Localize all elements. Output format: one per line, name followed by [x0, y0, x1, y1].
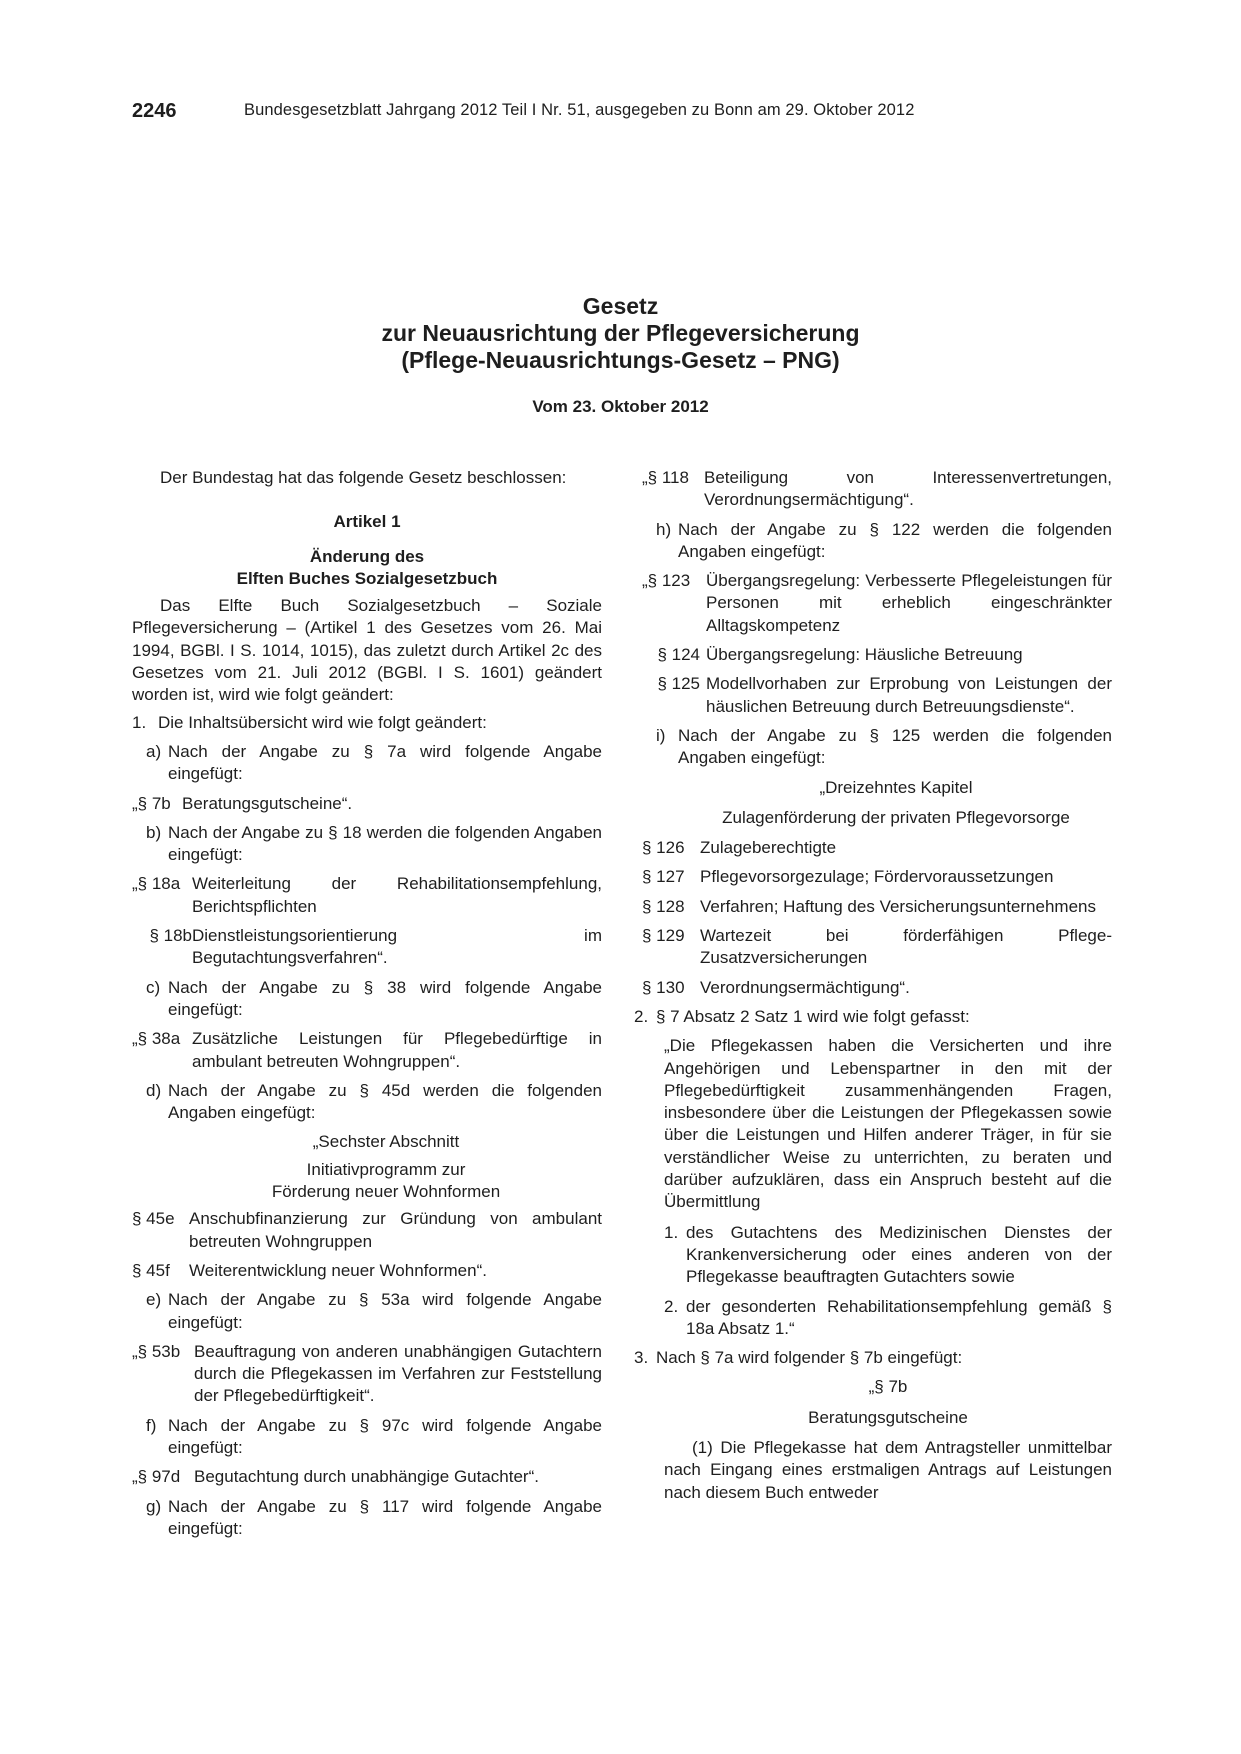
section-text: Verordnungsermächtigung“. — [700, 977, 910, 997]
publication-line: Bundesgesetzblatt Jahrgang 2012 Teil I Nr. 51, ausgegeben zu Bonn am 29. Oktober 2012 — [244, 101, 915, 119]
section-title: Beratungsgutscheine — [808, 1407, 968, 1427]
enactment-clause: Der Bundestag hat das folgende Gesetz beschlossen: — [160, 468, 567, 487]
sub-item-c — [146, 977, 602, 1022]
section-text: Verfahren; Haftung des Versicherungsunternehmens — [700, 896, 1096, 916]
list-text: des Gutachtens des Medizinischen Dienstes der Krankenversicherung oder eines anderen von der Pflegekasse beauftragten Gutachters sowie — [686, 1222, 1112, 1287]
sub-item-a — [146, 741, 602, 786]
article-intro-paragraph: Das Elfte Buch Sozialgesetzbuch – Soziale Pflegeversicherung – (Artikel 1 des Gesetzes vom 26. Mai 1994, BGBl. I S. 1014, 1015), das zuletzt durch Artikel 2c des Gesetzes vom 21. Juli 2012 (BGBl. I S. 1601) geändert worden ist, wird wie folgt geändert: — [132, 596, 602, 705]
list-label: 2. — [664, 1296, 679, 1316]
list-text: Nach § 7a wird folgender § 7b eingefügt: — [656, 1348, 963, 1368]
section-text: Zusätzliche Leistungen für Pflegebedürftige in ambulant betreuten Wohngruppen“. — [192, 1029, 602, 1071]
article-heading: Artikel 1 — [333, 512, 401, 532]
article-title-2: Elften Buches Sozialgesetzbuch — [236, 568, 498, 588]
list-item-3 — [634, 1347, 1112, 1369]
sub-item-b — [146, 822, 602, 867]
sub-item-i — [656, 725, 1112, 770]
sub-text: Nach der Angabe zu § 53a wird folgende Angabe eingefügt: — [168, 1290, 602, 1332]
chapter-subheading: Zulagenförderung der privaten Pflegevorsorge — [722, 807, 1070, 827]
section-number: § 45f — [132, 1260, 170, 1280]
section-number: § 124 — [657, 645, 700, 665]
section-number: „§ 38a — [132, 1029, 181, 1049]
sub-item-e — [146, 1289, 602, 1334]
title-line-3: (Pflege-Neuausrichtungs-Gesetz – PNG) — [401, 347, 840, 373]
quoted-list-item — [664, 1222, 1112, 1289]
section-number: „§ 118 — [642, 468, 689, 487]
section-number: „§ 53b — [132, 1341, 181, 1361]
sub-text: Nach der Angabe zu § 7a wird folgende Angabe eingefügt: — [168, 741, 602, 784]
sub-item-f — [146, 1415, 602, 1460]
section-text: Wartezeit bei förderfähigen Pflege-Zusatzversicherungen — [700, 926, 1112, 968]
section-number: § 128 — [642, 896, 685, 916]
sub-label: d) — [146, 1080, 162, 1100]
title-line-2: zur Neuausrichtung der Pflegeversicherung — [381, 320, 860, 346]
section-text: Weiterentwicklung neuer Wohnformen“. — [189, 1260, 487, 1280]
section-number: § 45e — [132, 1209, 175, 1229]
section-text: Weiterleitung der Rehabilitationsempfehlung, Berichtspflichten — [192, 874, 602, 916]
section-entry — [642, 673, 1112, 718]
law-title — [0, 293, 1241, 374]
page-number: 2246 — [132, 100, 177, 122]
section-heading: „§ 7b — [868, 1377, 908, 1397]
section-number: § 130 — [642, 977, 685, 997]
article-title-1: Änderung des — [309, 546, 425, 566]
section-entry — [642, 866, 1112, 888]
section-number: „§ 7b — [132, 793, 171, 813]
sub-item-h — [656, 519, 1112, 564]
section-entry — [132, 1260, 602, 1282]
list-item-2 — [634, 1006, 1112, 1028]
section-entry — [132, 1208, 602, 1253]
sub-label: a) — [146, 741, 162, 761]
section-entry — [132, 1466, 602, 1488]
section-number: § 126 — [642, 838, 685, 858]
section-entry — [642, 837, 1112, 859]
sub-label: b) — [146, 822, 162, 842]
chapter-subheading: Initiativprogramm zur — [306, 1159, 466, 1179]
page-header — [132, 100, 1112, 124]
section-entry — [642, 977, 1112, 999]
list-label: 1. — [664, 1222, 679, 1242]
section-number: „§ 97d — [132, 1467, 181, 1487]
section-entry — [132, 873, 602, 918]
section-entry — [132, 1341, 602, 1408]
list-label: 2. — [634, 1006, 649, 1026]
section-entry — [642, 896, 1112, 918]
section-text: Modellvorhaben zur Erprobung von Leistungen der häuslichen Betreuung durch Betreuungsdienste“. — [706, 674, 1112, 716]
sub-text: Nach der Angabe zu § 45d werden die folgenden Angaben eingefügt: — [168, 1080, 602, 1123]
section-number: § 18b — [149, 926, 192, 946]
sub-label: f) — [146, 1415, 157, 1435]
sub-label: g) — [146, 1496, 162, 1516]
section-text: Beauftragung von anderen unabhängigen Gutachtern durch die Pflegekassen im Verfahren zur Feststellung der Pflegebedürftigkeit“. — [194, 1341, 602, 1406]
section-entry — [642, 570, 1112, 637]
section-entry — [642, 467, 1112, 512]
section-text: Beratungsgutscheine“. — [182, 793, 353, 813]
law-date: Vom 23. Oktober 2012 — [532, 397, 709, 416]
list-text: Die Inhaltsübersicht wird wie folgt geändert: — [158, 712, 487, 732]
sub-label: h) — [656, 519, 672, 539]
list-label: 3. — [634, 1348, 649, 1368]
sub-text: Nach der Angabe zu § 125 werden die folgenden Angaben eingefügt: — [678, 725, 1112, 768]
sub-label: i) — [656, 725, 666, 745]
quoted-paragraph: „Die Pflegekassen haben die Versicherten und ihre Angehörigen und Lebenspartner in den mit der Pflegebedürftigkeit zusammenhängenden Fragen, insbesondere über die Leistungen der Pflegekassen sowie über die Leistungen und Hilfen anderer Träger, in für sie verständlicher Weise zu unterrichten, zu beraten und darüber aufzuklären, dass ein Anspruch besteht auf die Übermittlung — [664, 1036, 1112, 1212]
sub-item-g — [146, 1496, 602, 1541]
section-entry — [642, 644, 1112, 666]
sub-text: Nach der Angabe zu § 122 werden die folgenden Angaben eingefügt: — [678, 519, 1112, 561]
section-text: Dienstleistungsorientierung im Begutachtungsverfahren“. — [192, 926, 602, 968]
sub-text: Nach der Angabe zu § 117 wird folgende Angabe eingefügt: — [168, 1496, 602, 1538]
right-column — [634, 467, 1112, 1509]
section-number: § 127 — [642, 867, 685, 887]
section-text: Anschubfinanzierung zur Gründung von ambulant betreuten Wohngruppen — [189, 1209, 602, 1251]
list-text: § 7 Absatz 2 Satz 1 wird wie folgt gefasst: — [656, 1006, 970, 1026]
sub-text: Nach der Angabe zu § 38 wird folgende Angabe eingefügt: — [168, 977, 602, 1019]
sub-text: Nach der Angabe zu § 97c wird folgende Angabe eingefügt: — [168, 1415, 602, 1457]
list-text: der gesonderten Rehabilitationsempfehlung gemäß § 18a Absatz 1.“ — [686, 1296, 1112, 1338]
left-column — [132, 467, 602, 1547]
section-entry — [132, 1028, 602, 1073]
section-number: „§ 18a — [132, 874, 181, 894]
sub-label: c) — [146, 977, 161, 997]
section-number: „§ 123 — [642, 571, 691, 591]
section-entry — [132, 925, 602, 970]
chapter-heading: „Dreizehntes Kapitel — [819, 777, 973, 797]
quoted-list-item — [664, 1296, 1112, 1341]
section-number: § 125 — [657, 674, 700, 694]
chapter-subheading: Förderung neuer Wohnformen — [271, 1182, 501, 1202]
title-line-1: Gesetz — [582, 293, 659, 319]
section-paragraph: (1) Die Pflegekasse hat dem Antragsteller unmittelbar nach Eingang eines erstmaligen Antrags auf Leistungen nach diesem Buch entweder — [664, 1437, 1112, 1502]
sub-text: Nach der Angabe zu § 18 werden die folgenden Angaben eingefügt: — [168, 822, 602, 865]
chapter-heading: „Sechster Abschnitt — [312, 1132, 460, 1152]
sub-label: e) — [146, 1290, 162, 1310]
section-text: Begutachtung durch unabhängige Gutachter“. — [194, 1467, 539, 1487]
section-entry — [132, 793, 602, 815]
section-text: Zulageberechtigte — [700, 838, 837, 858]
section-text: Pflegevorsorgezulage; Fördervoraussetzungen — [700, 867, 1054, 887]
section-text: Übergangsregelung: Häusliche Betreuung — [706, 645, 1023, 665]
list-label: 1. — [132, 712, 147, 732]
section-number: § 129 — [642, 926, 685, 946]
sub-item-d — [146, 1080, 602, 1125]
section-text: Beteiligung von Interessenvertretungen, Verordnungsermächtigung“. — [704, 468, 1112, 510]
section-entry — [642, 925, 1112, 970]
section-text: Übergangsregelung: Verbesserte Pflegeleistungen für Personen mit erheblich eingeschränkter Alltagskompetenz — [706, 571, 1112, 635]
list-item-1 — [132, 712, 602, 734]
